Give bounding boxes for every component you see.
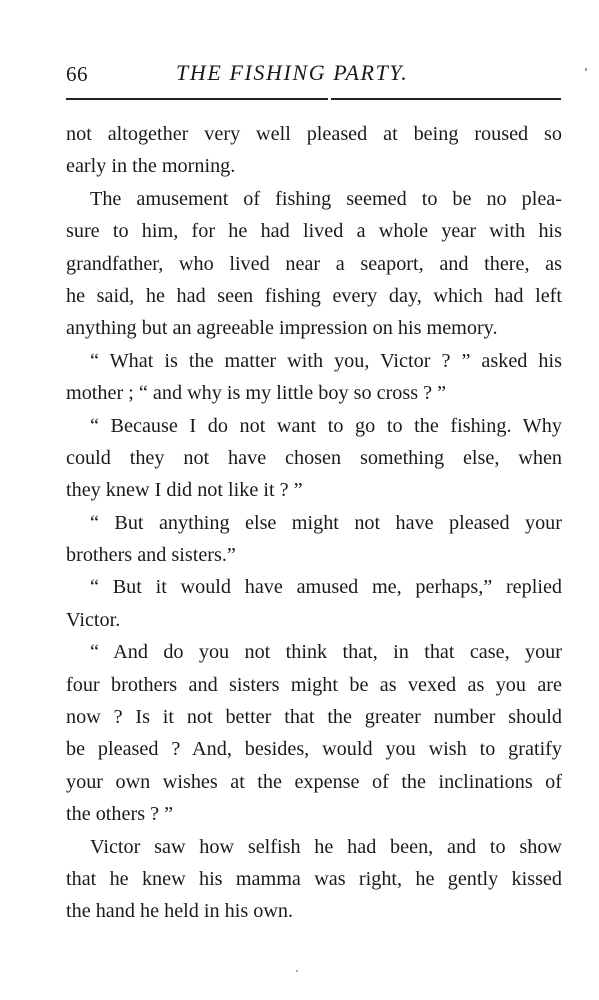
text-line: Victor saw how selfish he had been, and to show	[90, 835, 562, 858]
text-line: “ But it would have amused me, perhaps,” replied	[90, 576, 562, 599]
text-line: “ What is the matter with you, Victor ? ” asked his	[90, 349, 562, 372]
text-line: could they not have chosen something else, when	[66, 446, 562, 469]
text-line: anything but an agreeable impression on his memory.	[66, 317, 498, 340]
text-line: brothers and sisters.”	[66, 544, 236, 567]
page-header	[66, 56, 560, 90]
text-line: Victor.	[66, 608, 121, 631]
text-line: the hand he held in his own.	[66, 900, 294, 923]
text-line: “ But anything else might not have pleased your	[90, 511, 562, 534]
text-line: be pleased ? And, besides, would you wish to gratify	[66, 738, 562, 761]
text-line: early in the morning.	[66, 155, 236, 178]
print-speck	[296, 970, 298, 972]
text-line: sure to him, for he had lived a whole year with his	[66, 220, 562, 243]
text-line: your own wishes at the expense of the inclinations of	[66, 770, 562, 793]
text-line: that he knew his mamma was right, he gently kissed	[66, 867, 562, 890]
text-line: the others ? ”	[66, 803, 174, 826]
text-line: “ And do you not think that, in that case, your	[90, 641, 562, 664]
text-line: mother ; “ and why is my little boy so cross ? ”	[66, 382, 447, 405]
text-line: they knew I did not like it ? ”	[66, 479, 303, 502]
text-line: four brothers and sisters might be as vexed as you are	[66, 673, 562, 696]
page-number: 66	[66, 62, 88, 86]
text-line: grandfather, who lived near a seaport, and there, as	[66, 252, 562, 275]
running-title: THE FISHING PARTY.	[176, 60, 409, 85]
text-line: not altogether very well pleased at being roused so	[66, 123, 562, 145]
header-rule-right	[331, 98, 561, 100]
text-line: “ Because I do not want to go to the fishing. Why	[90, 414, 562, 437]
text-line: he said, he had seen fishing every day, which had left	[66, 284, 562, 307]
header-rule-left	[66, 98, 328, 100]
text-line: now ? Is it not better that the greater number should	[66, 706, 562, 729]
text-line: The amusement of fishing seemed to be no plea-	[90, 187, 562, 210]
print-speck	[585, 68, 587, 71]
body-text	[66, 118, 562, 928]
